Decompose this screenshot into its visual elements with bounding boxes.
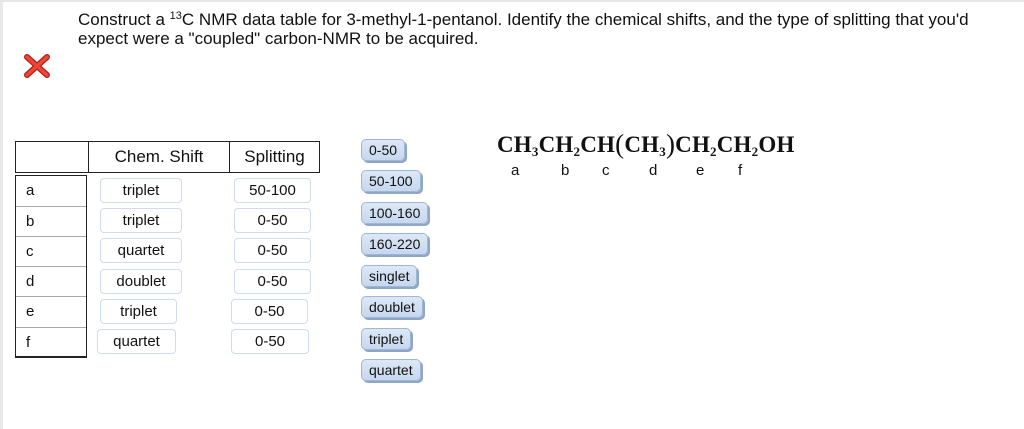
carbon-label-d: d: [649, 162, 658, 179]
carbon-label-b: b: [561, 162, 570, 179]
option-chip-singlet[interactable]: singlet: [361, 265, 417, 287]
left-divider: [0, 0, 3, 429]
answer-box-a-shift[interactable]: triplet: [100, 178, 182, 203]
answer-box-e-shift[interactable]: triplet: [100, 299, 177, 324]
red-x-icon: [24, 54, 50, 78]
answer-box-b-splitting[interactable]: 0-50: [234, 208, 311, 233]
top-divider: [0, 0, 1024, 2]
option-chip-doublet[interactable]: doublet: [361, 296, 423, 318]
option-chip-quartet[interactable]: quartet: [361, 359, 421, 381]
carbon-label-f: f: [738, 162, 743, 179]
answer-box-e-splitting[interactable]: 0-50: [231, 299, 308, 324]
carbon-label-a: a: [511, 162, 520, 179]
answer-box-c-splitting[interactable]: 0-50: [234, 238, 311, 263]
answer-box-b-shift[interactable]: triplet: [100, 208, 182, 233]
option-chip-50-100[interactable]: 50-100: [361, 170, 421, 192]
row-label-e: e: [16, 296, 86, 326]
option-chip-160-220[interactable]: 160-220: [361, 233, 428, 255]
header-splitting: Splitting: [229, 141, 320, 173]
option-chip-100-160[interactable]: 100-160: [361, 202, 428, 224]
structural-formula: $CH_3CH_2CH(CH_3)CH_2CH_2OH$: [497, 129, 795, 159]
answer-box-f-shift[interactable]: quartet: [97, 329, 176, 354]
row-label-c: c: [16, 236, 86, 266]
header-chem-shift: Chem. Shift: [88, 141, 229, 173]
answer-box-a-splitting[interactable]: 50-100: [234, 178, 311, 203]
option-chip-triplet[interactable]: triplet: [361, 328, 411, 350]
table-header-row: [15, 141, 320, 173]
answer-box-d-shift[interactable]: doublet: [100, 269, 182, 294]
row-label-d: d: [16, 266, 86, 296]
answer-box-f-splitting[interactable]: 0-50: [231, 329, 309, 354]
row-label-column: [15, 175, 87, 358]
header-blank-cell: [15, 141, 88, 173]
carbon-label-c: c: [602, 162, 610, 179]
answer-box-c-shift[interactable]: quartet: [100, 238, 182, 263]
row-label-b: b: [16, 206, 86, 236]
option-chip-0-50[interactable]: 0-50: [361, 139, 405, 161]
row-label-a: a: [26, 182, 35, 199]
answer-box-d-splitting[interactable]: 0-50: [234, 269, 311, 294]
question-text: Construct a $^{13}$C NMR data table for 3-methyl-1-pentanol. Identify the chemical shifts, and the type of splitting that you'd expect were a "coupled" carbon-NMR to be acquired.: [78, 10, 969, 48]
carbon-label-e: e: [696, 162, 705, 179]
row-label-f: f: [16, 327, 86, 357]
